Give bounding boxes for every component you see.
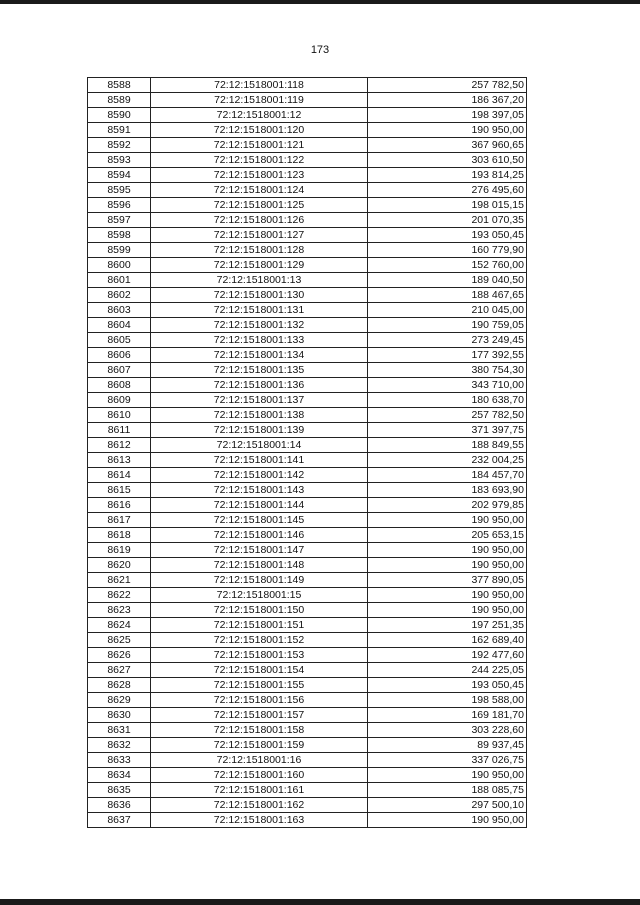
cadastral-value: 343 710,00 (368, 378, 527, 393)
cadastral-value: 232 004,25 (368, 453, 527, 468)
table-row (88, 93, 527, 108)
row-number: 8614 (88, 468, 151, 483)
table-row (88, 438, 527, 453)
row-number: 8610 (88, 408, 151, 423)
table-row (88, 168, 527, 183)
table-row (88, 333, 527, 348)
cadastral-number: 72:12:1518001:159 (151, 738, 368, 753)
cadastral-number: 72:12:1518001:127 (151, 228, 368, 243)
row-number: 8593 (88, 153, 151, 168)
row-number: 8636 (88, 798, 151, 813)
row-number: 8598 (88, 228, 151, 243)
row-number: 8592 (88, 138, 151, 153)
row-number: 8603 (88, 303, 151, 318)
cadastral-value: 162 689,40 (368, 633, 527, 648)
table-row (88, 213, 527, 228)
row-number: 8623 (88, 603, 151, 618)
cadastral-value: 183 693,90 (368, 483, 527, 498)
cadastral-value: 193 050,45 (368, 228, 527, 243)
row-number: 8588 (88, 78, 151, 93)
table-row (88, 483, 527, 498)
row-number: 8605 (88, 333, 151, 348)
row-number: 8609 (88, 393, 151, 408)
row-number: 8628 (88, 678, 151, 693)
cadastral-value: 244 225,05 (368, 663, 527, 678)
cadastral-value: 190 950,00 (368, 768, 527, 783)
cadastral-value: 276 495,60 (368, 183, 527, 198)
table-row (88, 588, 527, 603)
table-row (88, 528, 527, 543)
table-row (88, 813, 527, 828)
table-row (88, 228, 527, 243)
table-row (88, 108, 527, 123)
row-number: 8615 (88, 483, 151, 498)
cadastral-value: 190 950,00 (368, 123, 527, 138)
table-row (88, 603, 527, 618)
cadastral-value: 190 950,00 (368, 513, 527, 528)
cadastral-number: 72:12:1518001:13 (151, 273, 368, 288)
cadastral-number: 72:12:1518001:131 (151, 303, 368, 318)
cadastral-number: 72:12:1518001:152 (151, 633, 368, 648)
cadastral-number: 72:12:1518001:161 (151, 783, 368, 798)
cadastral-number: 72:12:1518001:12 (151, 108, 368, 123)
cadastral-number: 72:12:1518001:125 (151, 198, 368, 213)
table-row (88, 453, 527, 468)
cadastral-number: 72:12:1518001:120 (151, 123, 368, 138)
row-number: 8601 (88, 273, 151, 288)
row-number: 8630 (88, 708, 151, 723)
row-number: 8591 (88, 123, 151, 138)
cadastral-number: 72:12:1518001:123 (151, 168, 368, 183)
table-row (88, 768, 527, 783)
cadastral-number: 72:12:1518001:124 (151, 183, 368, 198)
table-row (88, 303, 527, 318)
row-number: 8608 (88, 378, 151, 393)
table-row (88, 798, 527, 813)
cadastral-value: 337 026,75 (368, 753, 527, 768)
row-number: 8596 (88, 198, 151, 213)
table-row (88, 633, 527, 648)
row-number: 8627 (88, 663, 151, 678)
row-number: 8625 (88, 633, 151, 648)
cadastral-value: 257 782,50 (368, 78, 527, 93)
cadastral-number: 72:12:1518001:153 (151, 648, 368, 663)
table-row (88, 408, 527, 423)
table-row (88, 78, 527, 93)
cadastral-number: 72:12:1518001:158 (151, 723, 368, 738)
cadastral-value: 380 754,30 (368, 363, 527, 378)
table-row (88, 708, 527, 723)
scan-edge-bottom (0, 899, 640, 905)
cadastral-number: 72:12:1518001:128 (151, 243, 368, 258)
cadastral-value: 89 937,45 (368, 738, 527, 753)
cadastral-value: 190 950,00 (368, 543, 527, 558)
cadastral-value: 169 181,70 (368, 708, 527, 723)
cadastral-value: 303 228,60 (368, 723, 527, 738)
cadastral-number: 72:12:1518001:126 (151, 213, 368, 228)
cadastral-value: 160 779,90 (368, 243, 527, 258)
row-number: 8606 (88, 348, 151, 363)
cadastral-value: 189 040,50 (368, 273, 527, 288)
row-number: 8634 (88, 768, 151, 783)
table-row (88, 498, 527, 513)
cadastral-value: 257 782,50 (368, 408, 527, 423)
table-row (88, 363, 527, 378)
cadastral-number: 72:12:1518001:130 (151, 288, 368, 303)
cadastral-value: 192 477,60 (368, 648, 527, 663)
row-number: 8621 (88, 573, 151, 588)
row-number: 8637 (88, 813, 151, 828)
cadastral-number: 72:12:1518001:162 (151, 798, 368, 813)
table-row (88, 573, 527, 588)
cadastral-value: 193 814,25 (368, 168, 527, 183)
cadastral-number: 72:12:1518001:129 (151, 258, 368, 273)
cadastral-value: 186 367,20 (368, 93, 527, 108)
table-row (88, 378, 527, 393)
cadastral-number: 72:12:1518001:148 (151, 558, 368, 573)
row-number: 8632 (88, 738, 151, 753)
cadastral-value: 202 979,85 (368, 498, 527, 513)
table-row (88, 783, 527, 798)
cadastral-number: 72:12:1518001:139 (151, 423, 368, 438)
table-row (88, 288, 527, 303)
page-number: 173 (310, 44, 330, 56)
cadastral-number: 72:12:1518001:132 (151, 318, 368, 333)
cadastral-value: 367 960,65 (368, 138, 527, 153)
table-row (88, 138, 527, 153)
cadastral-number: 72:12:1518001:135 (151, 363, 368, 378)
table-row (88, 423, 527, 438)
row-number: 8626 (88, 648, 151, 663)
cadastral-number: 72:12:1518001:118 (151, 78, 368, 93)
table-row (88, 468, 527, 483)
cadastral-number: 72:12:1518001:137 (151, 393, 368, 408)
table-row (88, 273, 527, 288)
cadastral-value: 190 950,00 (368, 813, 527, 828)
row-number: 8620 (88, 558, 151, 573)
cadastral-value-table (87, 77, 527, 828)
row-number: 8619 (88, 543, 151, 558)
cadastral-number: 72:12:1518001:151 (151, 618, 368, 633)
cadastral-number: 72:12:1518001:144 (151, 498, 368, 513)
cadastral-value: 197 251,35 (368, 618, 527, 633)
cadastral-value: 201 070,35 (368, 213, 527, 228)
cadastral-value: 188 849,55 (368, 438, 527, 453)
cadastral-value: 198 588,00 (368, 693, 527, 708)
table-row (88, 543, 527, 558)
cadastral-value: 188 467,65 (368, 288, 527, 303)
cadastral-number: 72:12:1518001:143 (151, 483, 368, 498)
cadastral-number: 72:12:1518001:15 (151, 588, 368, 603)
table-row (88, 393, 527, 408)
cadastral-number: 72:12:1518001:142 (151, 468, 368, 483)
cadastral-number: 72:12:1518001:146 (151, 528, 368, 543)
cadastral-number: 72:12:1518001:150 (151, 603, 368, 618)
cadastral-number: 72:12:1518001:149 (151, 573, 368, 588)
table-row (88, 123, 527, 138)
cadastral-value: 273 249,45 (368, 333, 527, 348)
cadastral-number: 72:12:1518001:160 (151, 768, 368, 783)
table-row (88, 348, 527, 363)
cadastral-value: 152 760,00 (368, 258, 527, 273)
cadastral-value: 188 085,75 (368, 783, 527, 798)
row-number: 8616 (88, 498, 151, 513)
cadastral-number: 72:12:1518001:14 (151, 438, 368, 453)
cadastral-number: 72:12:1518001:147 (151, 543, 368, 558)
row-number: 8635 (88, 783, 151, 798)
table-row (88, 678, 527, 693)
cadastral-value: 377 890,05 (368, 573, 527, 588)
row-number: 8597 (88, 213, 151, 228)
cadastral-value: 177 392,55 (368, 348, 527, 363)
cadastral-value: 371 397,75 (368, 423, 527, 438)
cadastral-number: 72:12:1518001:136 (151, 378, 368, 393)
row-number: 8617 (88, 513, 151, 528)
row-number: 8612 (88, 438, 151, 453)
cadastral-number: 72:12:1518001:145 (151, 513, 368, 528)
cadastral-value: 210 045,00 (368, 303, 527, 318)
cadastral-number: 72:12:1518001:155 (151, 678, 368, 693)
row-number: 8602 (88, 288, 151, 303)
cadastral-number: 72:12:1518001:154 (151, 663, 368, 678)
row-number: 8622 (88, 588, 151, 603)
table-row (88, 258, 527, 273)
cadastral-value: 303 610,50 (368, 153, 527, 168)
table-row (88, 513, 527, 528)
table-row (88, 693, 527, 708)
table-row (88, 753, 527, 768)
table-row (88, 558, 527, 573)
row-number: 8600 (88, 258, 151, 273)
row-number: 8611 (88, 423, 151, 438)
cadastral-number: 72:12:1518001:122 (151, 153, 368, 168)
table-row (88, 723, 527, 738)
cadastral-number: 72:12:1518001:134 (151, 348, 368, 363)
row-number: 8607 (88, 363, 151, 378)
cadastral-value: 198 397,05 (368, 108, 527, 123)
cadastral-value: 297 500,10 (368, 798, 527, 813)
cadastral-value: 198 015,15 (368, 198, 527, 213)
row-number: 8624 (88, 618, 151, 633)
table-row (88, 318, 527, 333)
cadastral-value: 205 653,15 (368, 528, 527, 543)
cadastral-value: 190 759,05 (368, 318, 527, 333)
table-row (88, 738, 527, 753)
cadastral-number: 72:12:1518001:121 (151, 138, 368, 153)
cadastral-value: 184 457,70 (368, 468, 527, 483)
cadastral-number: 72:12:1518001:156 (151, 693, 368, 708)
cadastral-value: 193 050,45 (368, 678, 527, 693)
cadastral-value: 190 950,00 (368, 558, 527, 573)
table-row (88, 648, 527, 663)
row-number: 8633 (88, 753, 151, 768)
scan-edge-top (0, 0, 640, 4)
cadastral-number: 72:12:1518001:157 (151, 708, 368, 723)
table-row (88, 198, 527, 213)
row-number: 8629 (88, 693, 151, 708)
cadastral-number: 72:12:1518001:163 (151, 813, 368, 828)
row-number: 8594 (88, 168, 151, 183)
row-number: 8604 (88, 318, 151, 333)
cadastral-value: 180 638,70 (368, 393, 527, 408)
row-number: 8631 (88, 723, 151, 738)
cadastral-number: 72:12:1518001:141 (151, 453, 368, 468)
cadastral-number: 72:12:1518001:138 (151, 408, 368, 423)
row-number: 8590 (88, 108, 151, 123)
cadastral-value: 190 950,00 (368, 588, 527, 603)
row-number: 8613 (88, 453, 151, 468)
table-row (88, 618, 527, 633)
cadastral-number: 72:12:1518001:133 (151, 333, 368, 348)
row-number: 8599 (88, 243, 151, 258)
cadastral-value: 190 950,00 (368, 603, 527, 618)
table-row (88, 153, 527, 168)
cadastral-number: 72:12:1518001:119 (151, 93, 368, 108)
row-number: 8618 (88, 528, 151, 543)
table-row (88, 183, 527, 198)
table-body (88, 78, 527, 828)
row-number: 8589 (88, 93, 151, 108)
cadastral-number: 72:12:1518001:16 (151, 753, 368, 768)
table-row (88, 663, 527, 678)
row-number: 8595 (88, 183, 151, 198)
table-row (88, 243, 527, 258)
